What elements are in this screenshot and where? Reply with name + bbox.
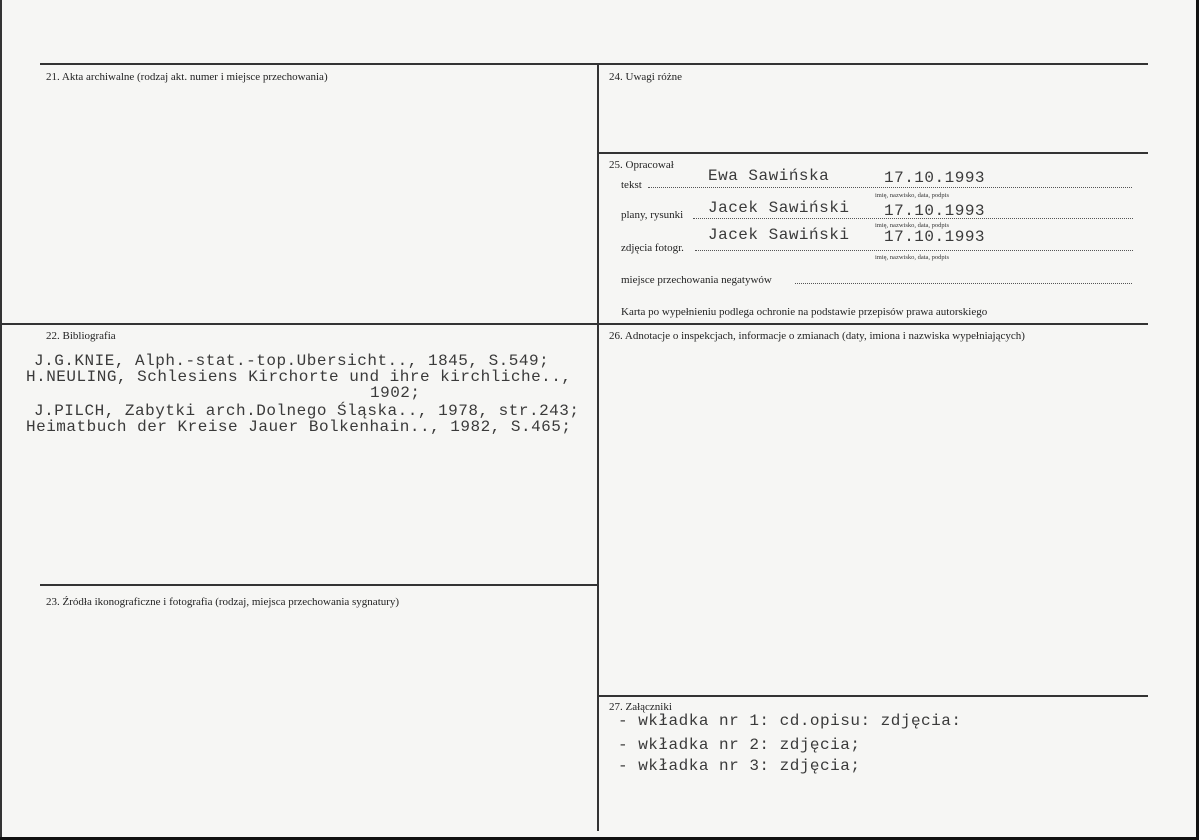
section-26-label: 26. Adnotacje o inspekcjach, informacje o zmianach (daty, imiona i nazwiska wypełniających) [609,330,1025,342]
plany-caption: imię, nazwisko, data, podpis [875,222,950,229]
zdjecia-caption: imię, nazwisko, data, podpis [875,254,950,261]
section-21-label: 21. Akta archiwalne (rodzaj akt. numer i miejsce przechowania) [46,71,328,83]
zalacznik-item-2: - wkładka nr 2: zdjęcia; [618,736,861,754]
rule-24-25 [597,152,1148,154]
tekst-label: tekst [621,179,642,191]
plany-date: 17.10.1993 [884,202,986,220]
zalacznik-item-3: - wkładka nr 3: zdjęcia; [618,757,861,775]
bibliografia-line-2: H.NEULING, Schlesiens Kirchorte und ihre kirchliche.., [26,368,572,386]
zdjecia-dotted-line [695,250,1133,251]
tekst-caption: imię, nazwisko, data, podpis [875,192,950,199]
rule-21-22 [0,323,1148,325]
plany-name: Jacek Sawiński [708,199,850,217]
rule-26-27 [597,695,1148,697]
section-27-label: 27. Załączniki [609,701,672,713]
negatywy-dotted-line [795,283,1132,284]
karta-note: Karta po wypełnieniu podlega ochronie na podstawie przepisów prawa autorskiego [621,306,988,318]
top-rule [40,63,1148,65]
section-23-label: 23. Źródła ikonograficzne i fotografia (rodzaj, miejsca przechowania sygnatury) [46,596,400,608]
tekst-dotted-line [648,187,1132,188]
bibliografia-line-5: Heimatbuch der Kreise Jauer Bolkenhain.., 1982, S.465; [26,418,572,436]
page-border-left [0,0,2,840]
bibliografia-line-1: J.G.KNIE, Alph.-stat.-top.Ubersicht.., 1845, S.549; [34,352,550,370]
zdjecia-label: zdjęcia fotogr. [621,242,684,254]
section-25-label: 25. Opracował [609,159,674,171]
zdjecia-date: 17.10.1993 [884,228,986,246]
bibliografia-line-4: J.PILCH, Zabytki arch.Dolnego Śląska.., 1978, str.243; [34,402,580,420]
center-divider [597,63,599,831]
zalacznik-item-1: - wkładka nr 1: cd.opisu: zdjęcia: [618,712,962,730]
section-22-label: 22. Bibliografia [46,330,116,342]
tekst-date: 17.10.1993 [884,169,986,187]
section-24-label: 24. Uwagi różne [609,71,683,83]
rule-22-23 [40,584,598,586]
negatywy-label: miejsce przechowania negatywów [621,274,772,286]
bibliografia-line-3: 1902; [370,384,421,402]
tekst-name: Ewa Sawińska [708,167,830,185]
zdjecia-name: Jacek Sawiński [708,226,850,244]
plany-label: plany, rysunki [621,209,684,221]
